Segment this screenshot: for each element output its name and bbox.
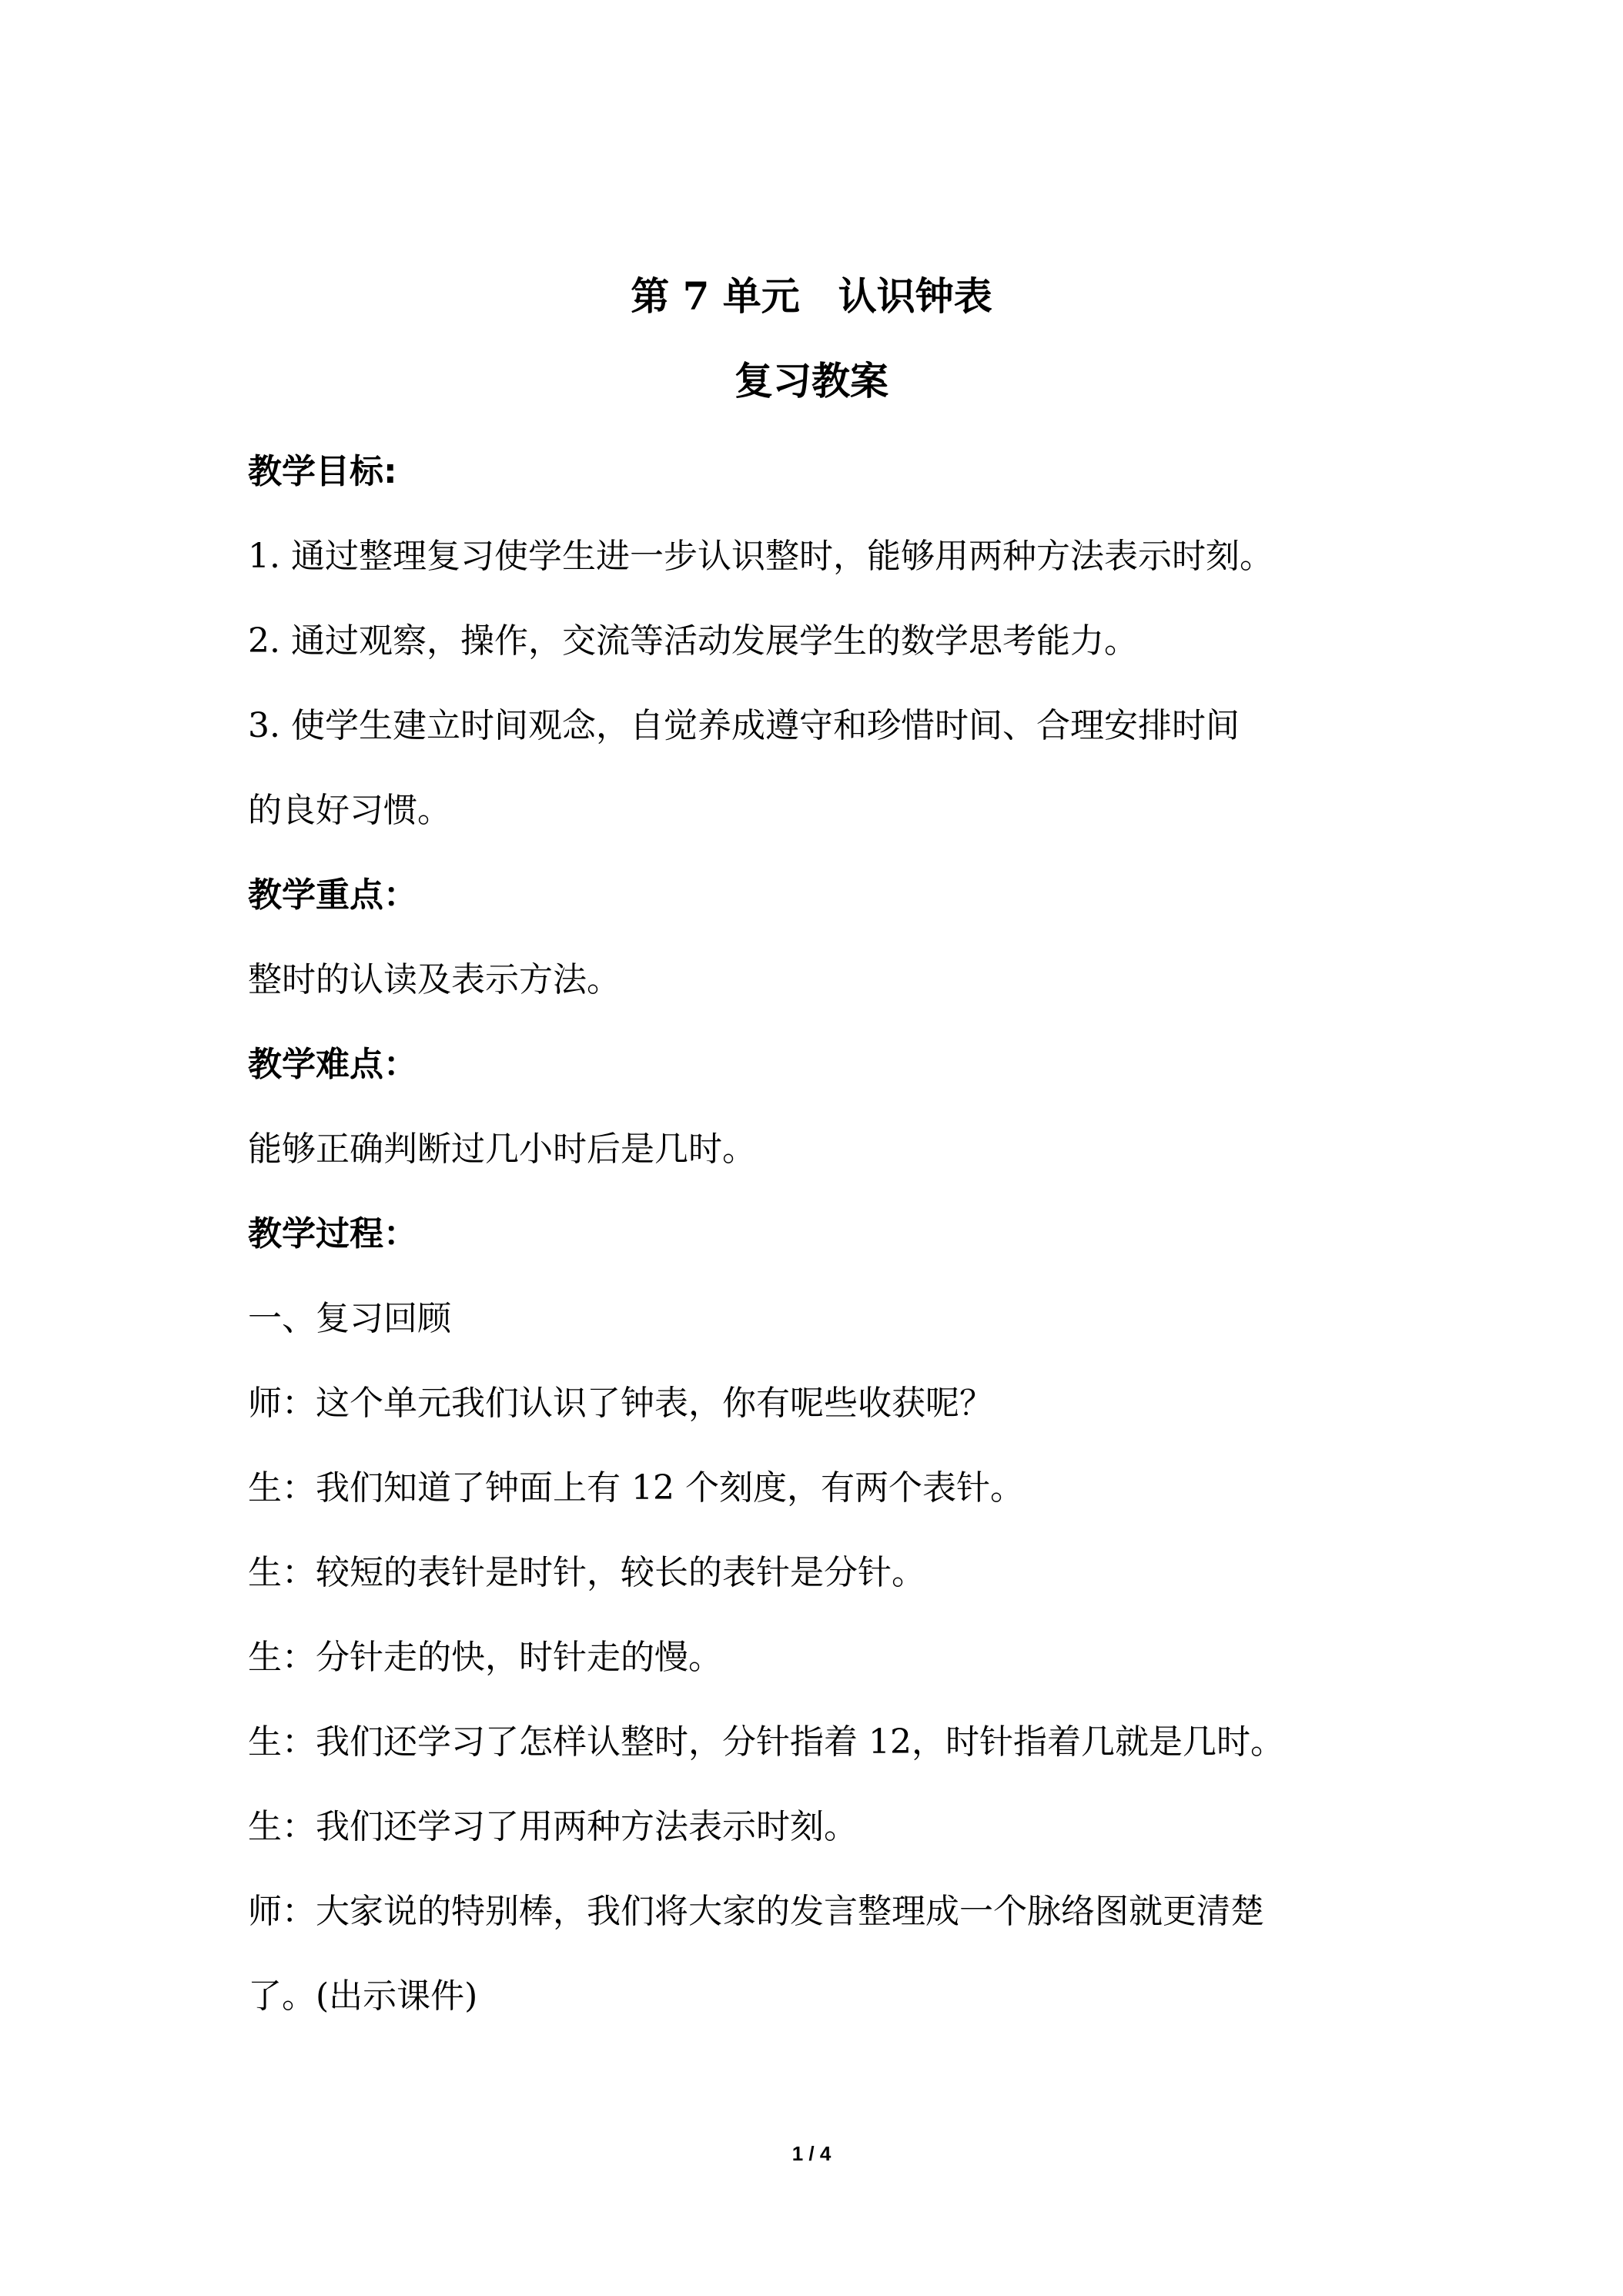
dialogue-line: 生：分针走的快，时针走的慢。 (248, 1638, 722, 1677)
unit-title (0, 273, 1623, 320)
key-point-heading: 教学重点： (248, 875, 417, 915)
section-review-heading: 一、复习回顾 (248, 1299, 451, 1338)
unit-number: 第 7 单元 (631, 273, 800, 319)
process-heading: 教学过程： (248, 1214, 417, 1253)
difficulty-text: 能够正确判断过几小时后是几时。 (248, 1130, 756, 1169)
unit-name: 认识钟表 (838, 273, 992, 319)
difficulty-heading: 教学难点： (248, 1045, 417, 1084)
dialogue-line: 了。(出示课件) (248, 1976, 478, 2016)
dialogue-line: 生：我们还学习了怎样认整时，分针指着 12，时针指着几就是几时。 (248, 1722, 1284, 1762)
dialogue-line: 师：这个单元我们认识了钟表，你有呢些收获呢？ (248, 1384, 993, 1423)
dialogue-line: 生：我们知道了钟面上有 12 个刻度，有两个表针。 (248, 1468, 1024, 1508)
dialogue-line: 生：较短的表针是时针，较长的表针是分针。 (248, 1553, 925, 1592)
objective-item-1: 1. 通过整理复习使学生进一步认识整时，能够用两种方法表示时刻。 (248, 537, 1273, 576)
objectives-heading: 教学目标: (248, 452, 397, 491)
dialogue-line: 生：我们还学习了用两种方法表示时刻。 (248, 1807, 858, 1846)
objective-item-2: 2. 通过观察，操作，交流等活动发展学生的数学思考能力。 (248, 621, 1138, 661)
document-subtitle: 复习教案 (735, 358, 888, 403)
key-point-text: 整时的认读及表示方法。 (248, 960, 621, 999)
objective-item-3-line-1: 3. 使学生建立时间观念，自觉养成遵守和珍惜时间、合理安排时间 (248, 706, 1240, 745)
dialogue-line: 师：大家说的特别棒，我们将大家的发言整理成一个脉络图就更清楚 (248, 1892, 1264, 1931)
objective-item-3-line-2: 的良好习惯。 (248, 791, 451, 830)
page-number: 1 / 4 (791, 2142, 832, 2165)
